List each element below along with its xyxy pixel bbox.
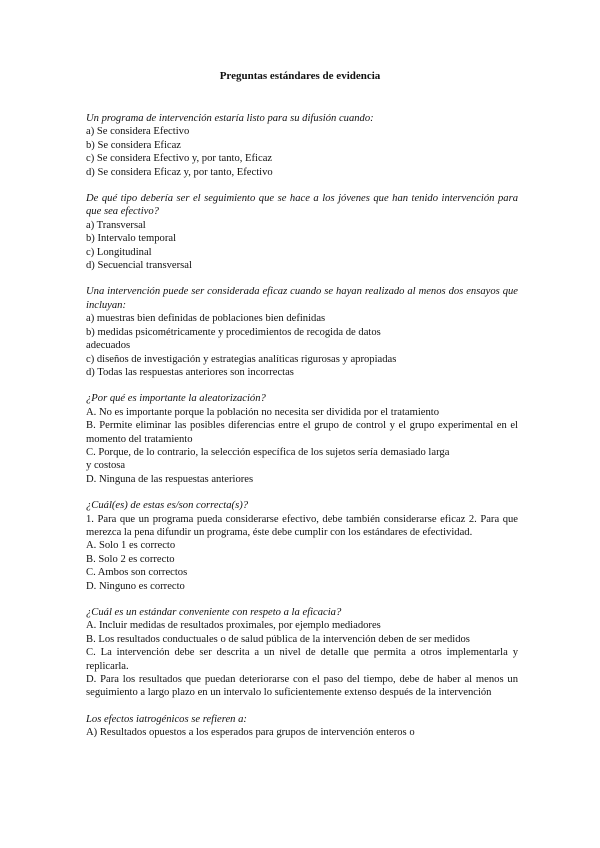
answer-option: C. Porque, de lo contrario, la selección específica de los sujetos sería demasiado larga — [86, 446, 450, 458]
question-prompt: Una intervención puede ser considerada eficaz cuando se hayan realizado al menos dos ensayos que incluyan: — [86, 286, 518, 311]
answer-option: A) Resultados opuestos a los esperados para grupos de intervención enteros o — [86, 727, 415, 739]
questions-list — [86, 112, 518, 753]
question-1 — [86, 112, 518, 179]
question-prompt: De qué tipo debería ser el seguimiento que se hace a los jóvenes que han tenido intervención para que sea efectivo? — [86, 193, 518, 218]
question-4 — [86, 392, 518, 486]
answer-option-continuation: adecuados — [86, 340, 131, 352]
answer-option: a) Se considera Efectivo — [86, 126, 190, 138]
answer-option: A. No es importante porque la población no necesita ser dividida por el tratamiento — [86, 406, 440, 418]
answer-option: b) Se considera Eficaz — [86, 139, 182, 151]
answer-option: d) Secuencial transversal — [86, 260, 192, 272]
answer-option: a) Transversal — [86, 219, 146, 231]
answer-option: c) Longitudinal — [86, 246, 152, 258]
answer-option: B. Permite eliminar las posibles diferencias entre el grupo de control y el grupo experimental en el momento del tratamiento — [86, 420, 518, 445]
answer-option: d) Se considera Eficaz y, por tanto, Efectivo — [86, 166, 273, 178]
answer-option: b) medidas psicométricamente y procedimientos de recogida de datos — [86, 326, 381, 338]
answer-option: B. Solo 2 es correcto — [86, 553, 175, 565]
question-prompt: ¿Cuál es un estándar conveniente con respeto a la eficacia? — [86, 607, 342, 618]
answer-option: C. Ambos son correctos — [86, 567, 188, 579]
answer-option-continuation: y costosa — [86, 460, 126, 472]
answer-option: b) Intervalo temporal — [86, 233, 177, 245]
answer-option: D. Ninguno es correcto — [86, 580, 185, 592]
question-2 — [86, 192, 518, 272]
question-prompt: Los efectos iatrogénicos se refieren a: — [86, 713, 247, 725]
document-title: Preguntas estándares de evidencia — [219, 70, 381, 82]
question-6 — [86, 606, 518, 700]
question-prompt: ¿Por qué es importante la aleatorización? — [86, 393, 266, 405]
question-prompt: Un programa de intervención estaría listo para su difusión cuando: — [86, 113, 374, 124]
answer-option: c) diseños de investigación y estrategias analíticas rigurosas y apropiadas — [86, 353, 397, 365]
question-statements: 1. Para que un programa pueda considerarse efectivo, debe también considerarse eficaz 2. Para que merezca la pena difundir un programa, éste debe cumplir con los estándares de efectividad. — [86, 513, 518, 538]
answer-option: a) muestras bien definidas de poblaciones bien definidas — [86, 313, 326, 325]
question-3 — [86, 285, 518, 379]
question-7 — [86, 713, 518, 740]
answer-option: B. Los resultados conductuales o de salud pública de la intervención deben de ser medidos — [86, 633, 470, 645]
answer-option: c) Se considera Efectivo y, por tanto, Eficaz — [86, 153, 273, 165]
answer-option: C. La intervención debe ser descrita a un nivel de detalle que permita a otros implementarla y replicarla. — [86, 647, 518, 672]
answer-option: D. Ninguna de las respuestas anteriores — [86, 473, 254, 485]
question-prompt: ¿Cuál(es) de estas es/son correcta(s)? — [86, 500, 249, 512]
answer-option: A. Incluir medidas de resultados proximales, por ejemplo mediadores — [86, 620, 381, 632]
answer-option: A. Solo 1 es correcto — [86, 540, 176, 552]
answer-option: d) Todas las respuestas anteriores son incorrectas — [86, 366, 294, 378]
question-5 — [86, 499, 518, 593]
answer-option: D. Para los resultados que puedan deteriorarse con el paso del tiempo, debe de haber al menos un seguimiento a largo plazo en un intervalo lo suficientemente extenso después de la intervención — [86, 674, 518, 699]
